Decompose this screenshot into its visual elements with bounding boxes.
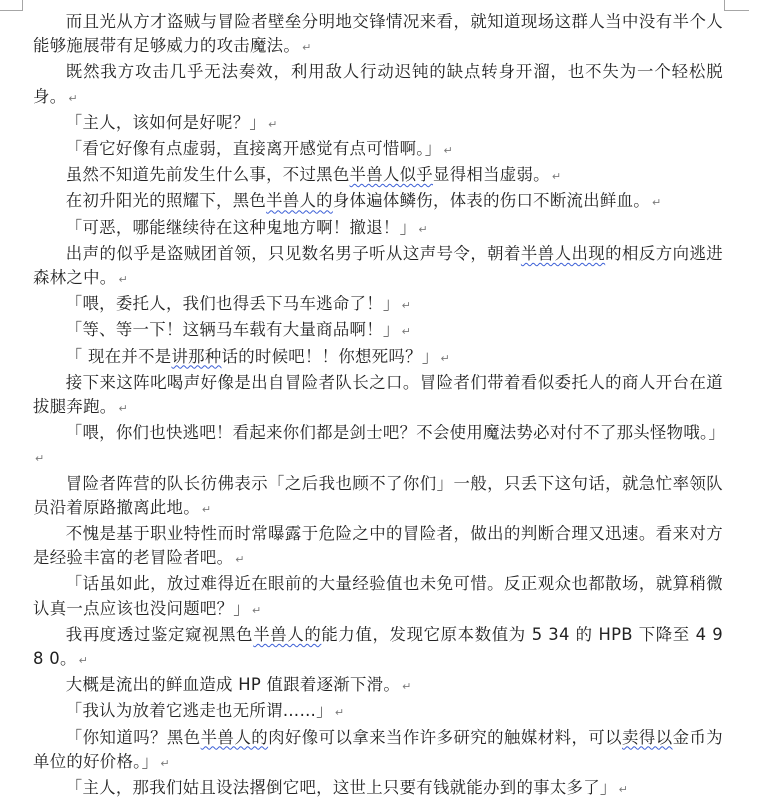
paragraph-mark-icon: ↵ (651, 196, 662, 210)
paragraph-mark-icon: ↵ (443, 144, 453, 158)
spellcheck-flagged-text: 半兽人的 (266, 191, 333, 211)
paragraph[interactable] (33, 572, 723, 622)
paragraph-mark-icon: ↵ (268, 117, 278, 131)
paragraph[interactable] (33, 699, 723, 725)
paragraph-text: 「你知道吗？黑色 (65, 727, 201, 747)
paragraph-text: 而且光从方才盗贼与冒险者壁垒分明地交锋情况来看，就知道现场这群人当中没有半个人能够施展带有足够威力的攻击魔法。 (33, 12, 723, 56)
paragraph-text: 身体遍体鳞伤，体表的伤口不断流出鲜血。 (332, 191, 650, 211)
paragraph-text: 肉好像可以拿来当作许多研究的触媒材料，可以 (268, 727, 623, 747)
paragraph-text: 「 现在并不是 (65, 346, 172, 366)
paragraph-text: 话的时候吧！！你想死吗？」 (221, 346, 439, 366)
paragraph[interactable] (33, 163, 723, 189)
paragraph-mark-icon: ↵ (402, 680, 412, 694)
paragraph[interactable] (33, 137, 723, 163)
spellcheck-flagged-text: 半兽人出现 (520, 243, 606, 263)
paragraph-text: 虽然不知道先前发生什么事，不过黑色 (65, 165, 350, 185)
paragraph[interactable] (33, 345, 723, 371)
paragraph-text: 既然我方攻击几乎无法奏效，利用敌人行动迟钝的缺点转身开溜，也不失为一个轻松脱身。 (33, 62, 723, 106)
paragraph-text: 「主人，该如何是好呢？」 (65, 112, 267, 132)
paragraph[interactable] (33, 421, 726, 471)
paragraph-mark-icon: ↵ (78, 654, 88, 668)
paragraph-mark-icon: ↵ (201, 502, 212, 516)
paragraph-text: 金币为单位的好价格。」 (33, 727, 723, 771)
paragraph[interactable] (33, 623, 723, 673)
paragraph[interactable] (33, 189, 723, 215)
paragraph-mark-icon: ↵ (251, 603, 262, 617)
paragraph-text: 「喂，你们也快逃吧！看起来你们都是剑士吧？不会使用魔法势必对付不了那头怪物哦。」 (65, 423, 726, 443)
paragraph-text: 「看它好像有点虚弱，直接离开感觉有点可惜啊。」 (65, 139, 442, 159)
paragraph-text: 我再度透过鉴定窥视黑色 (65, 624, 254, 644)
paragraph-text: 接下来这阵叱喝声好像是出自冒险者队长之口。冒险者们带着看似委托人的商人开台在道拔腿奔跑。 (33, 372, 723, 417)
spellcheck-flagged-text: 半兽人的 (253, 624, 322, 644)
paragraph-mark-icon: ↵ (618, 783, 628, 797)
paragraph-text: 在初升阳光的照耀下，黑色 (65, 191, 267, 211)
paragraph[interactable] (33, 242, 723, 292)
spellcheck-flagged-text: 半兽人的 (200, 727, 269, 747)
paragraph-text: 冒险者阵营的队长彷佛表示「之后我也顾不了你们」一般，只丢下这句话，就急忙率领队员沿着原路撤离此地。 (33, 473, 723, 517)
paragraph[interactable] (33, 726, 723, 776)
paragraph-mark-icon: ↵ (160, 756, 170, 770)
paragraph[interactable] (33, 216, 723, 242)
paragraph-mark-icon: ↵ (235, 553, 245, 567)
paragraph-text: 能力值，发现它原本数值为 5 34 的 HPB 下降至 4 9 8 0。 (33, 624, 723, 669)
paragraph-mark-icon: ↵ (440, 351, 450, 365)
paragraph-text: 出声的似乎是盗贼团首领，只见数名男子听从这声号令，朝着 (65, 243, 521, 263)
paragraph-text: 「喂，委托人，我们也得丢下马车逃命了！」 (65, 294, 400, 314)
paragraph-mark-icon: ↵ (302, 41, 312, 55)
margin-corner-top-left (0, 0, 23, 11)
paragraph[interactable] (33, 371, 723, 421)
margin-corner-top-right (724, 0, 749, 11)
paragraph-mark-icon: ↵ (551, 170, 562, 184)
paragraph-text: 的相反方向逃进森林之中。 (33, 243, 723, 288)
paragraph[interactable] (33, 10, 723, 60)
paragraph-text: 「可恶，哪能继续待在这种鬼地方啊！撤退！」 (65, 217, 417, 237)
paragraph-text: 显得相当虚弱。 (433, 165, 550, 185)
paragraph[interactable] (33, 522, 723, 572)
document-page[interactable] (33, 10, 726, 802)
spellcheck-flagged-text: 卖得以 (622, 727, 673, 747)
spellcheck-flagged-text: 半兽人似乎 (349, 165, 433, 185)
paragraph[interactable] (33, 776, 723, 802)
paragraph-mark-icon: ↵ (35, 452, 45, 466)
paragraph-text: 「主人，那我们姑且设法撂倒它吧，这世上只要有钱就能办到的事太多了」 (65, 778, 617, 798)
spellcheck-flagged-text: 讲那种 (171, 346, 222, 366)
paragraph-mark-icon: ↵ (68, 91, 78, 105)
paragraph[interactable] (33, 673, 723, 699)
paragraph[interactable] (33, 472, 723, 522)
paragraph[interactable] (33, 60, 723, 110)
paragraph-text: 「等、等一下！这辆马车载有大量商品啊！」 (65, 320, 400, 340)
paragraph-text: 「我认为放着它逃走也无所谓……」 (65, 701, 333, 721)
paragraph-text: 不愧是基于职业特性而时常曝露于危险之中的冒险者，做出的判断合理又迅速。看来对方是经验丰富的老冒险者吧。 (33, 524, 723, 568)
paragraph-mark-icon: ↵ (401, 299, 411, 313)
paragraph-text: 「话虽如此，放过难得近在眼前的大量经验值也未免可惜。反正观众也都散场，就算稍微认真一点应该也没问题吧？」 (33, 574, 723, 618)
paragraph-mark-icon: ↵ (401, 325, 411, 339)
paragraph-mark-icon: ↵ (118, 402, 128, 416)
paragraph-mark-icon: ↵ (118, 273, 128, 287)
paragraph-mark-icon: ↵ (418, 222, 428, 236)
paragraph[interactable] (33, 318, 723, 344)
paragraph-mark-icon: ↵ (334, 706, 345, 720)
paragraph[interactable] (33, 111, 723, 137)
paragraph-text: 大概是流出的鲜血造成 HP 值跟着逐渐下滑。 (65, 675, 401, 695)
paragraph[interactable] (33, 292, 723, 318)
